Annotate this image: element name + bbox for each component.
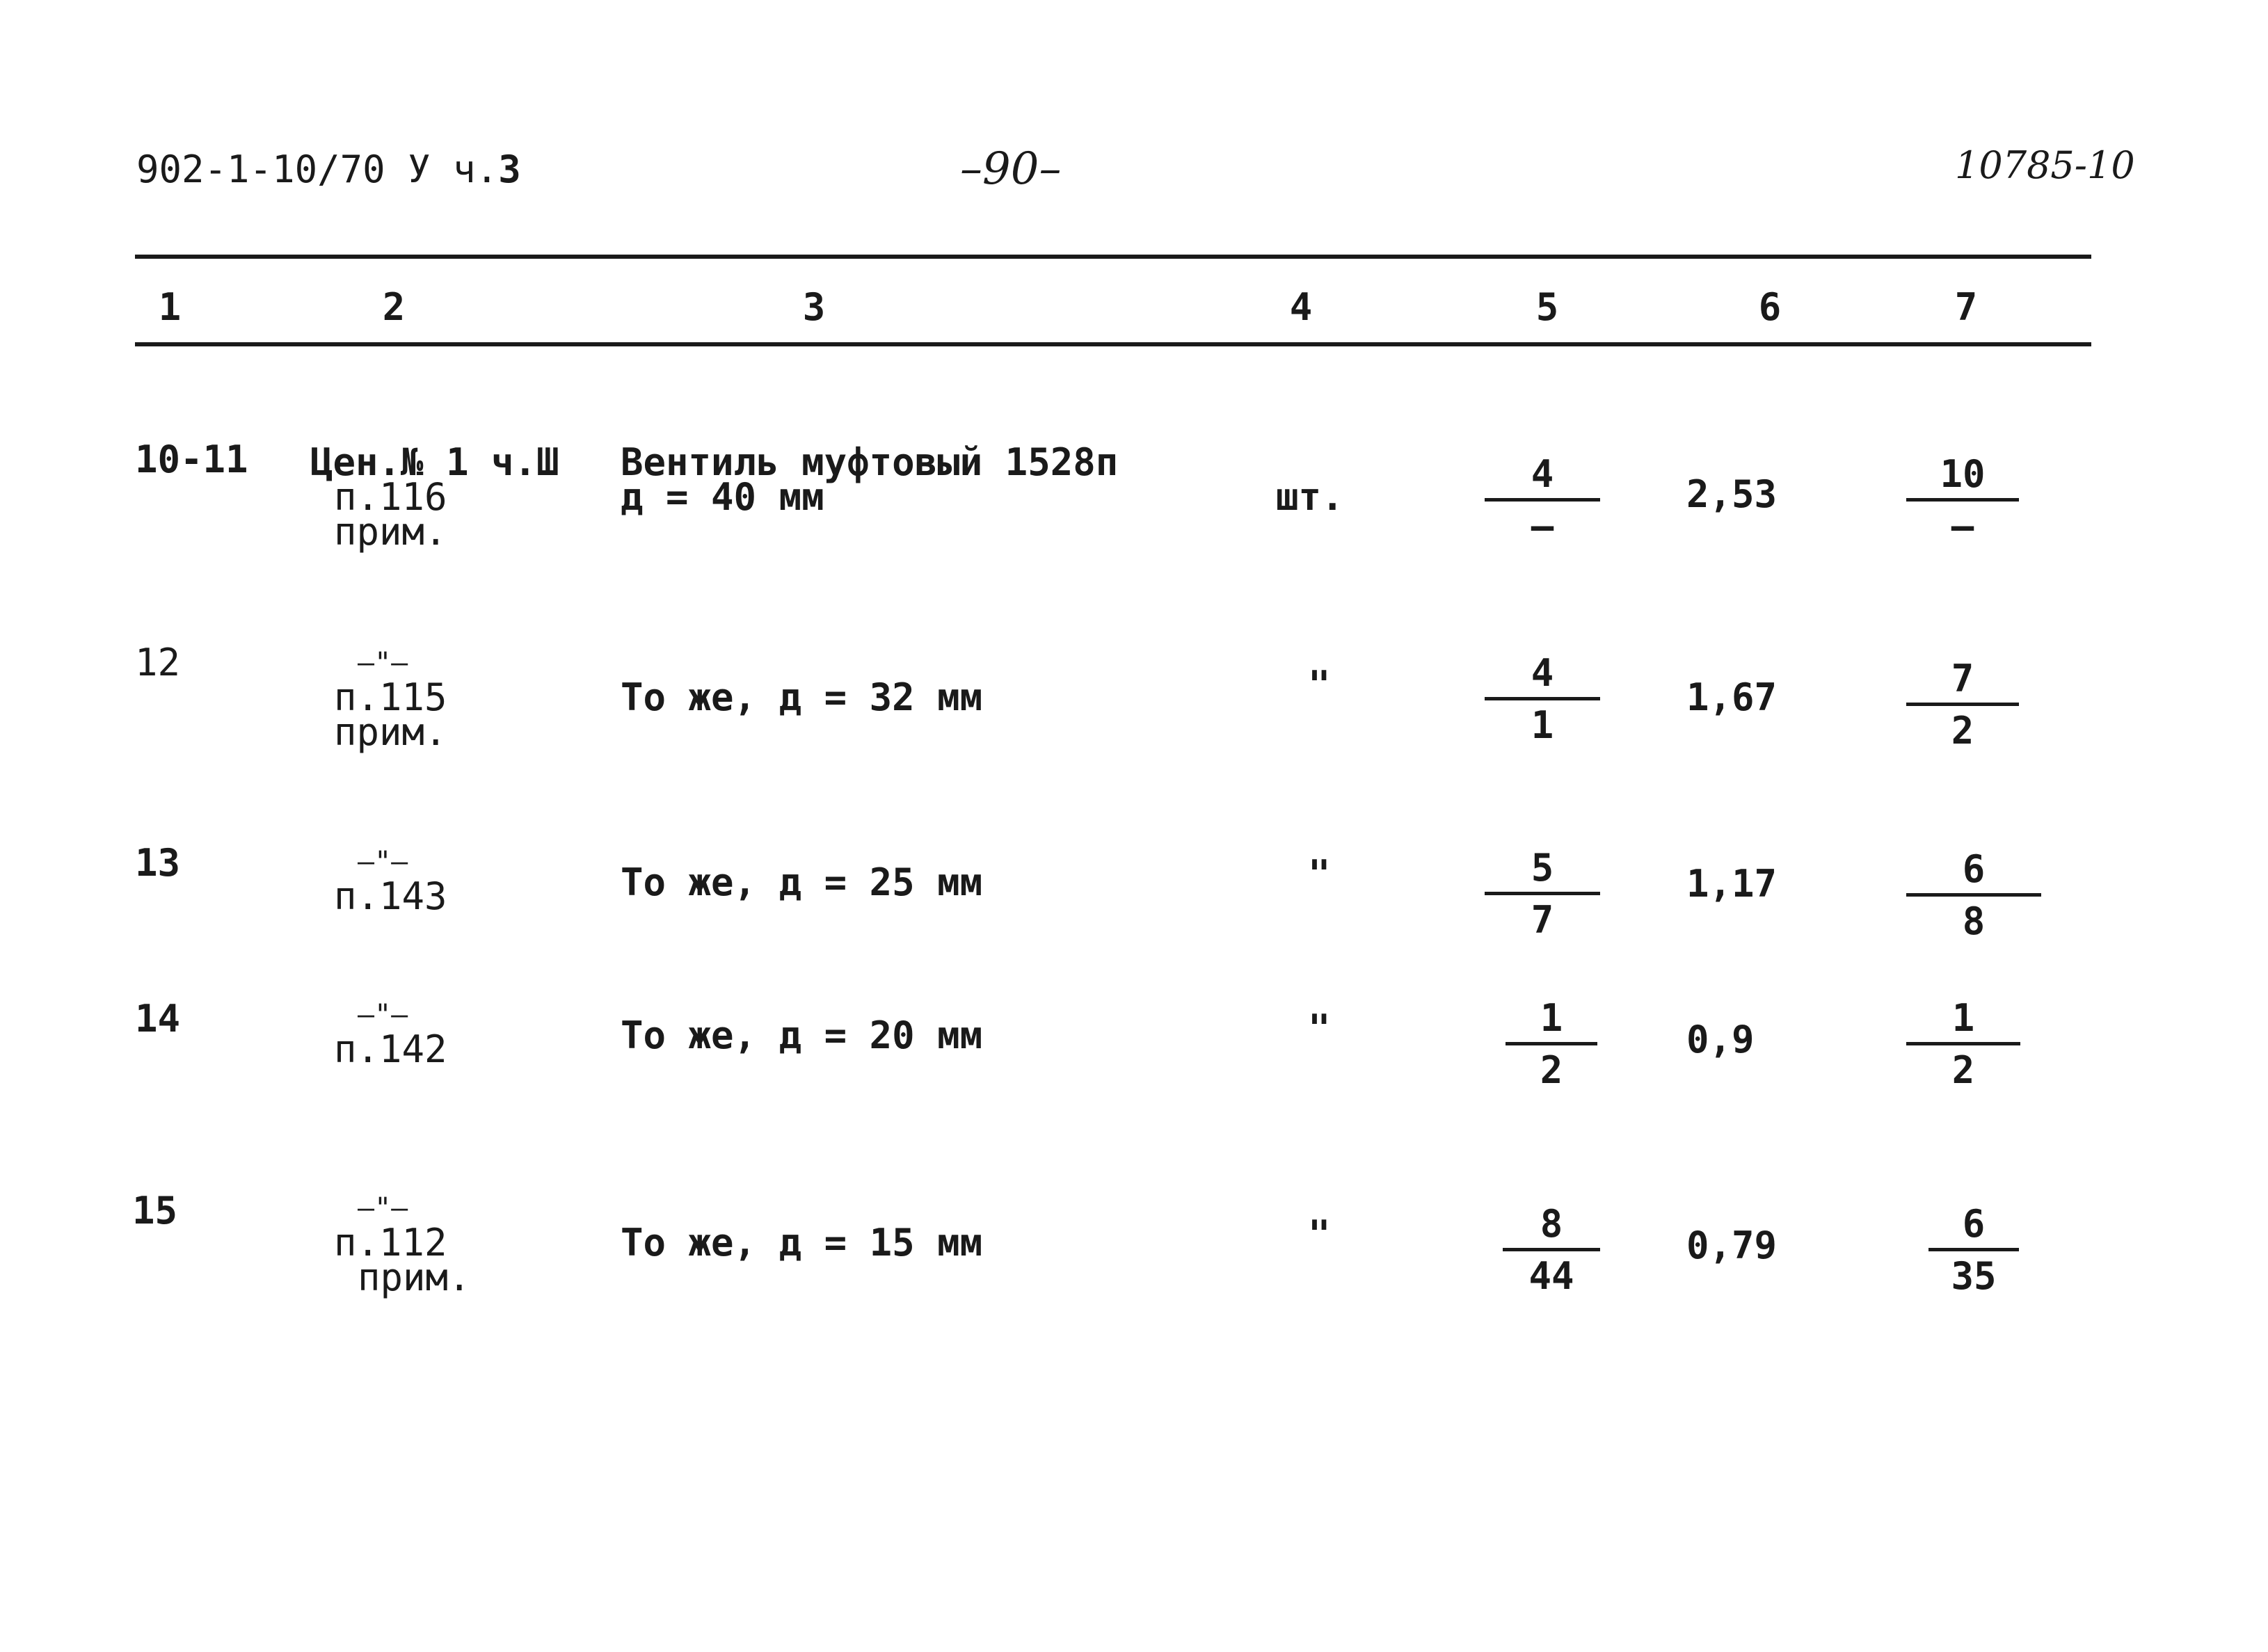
row-unit: " xyxy=(1308,852,1331,896)
row-number: 12 xyxy=(135,641,181,684)
quantity-fraction xyxy=(1485,454,1600,547)
fraction-denominator: – xyxy=(1531,504,1554,548)
unit-price: 2,53 xyxy=(1686,472,1778,516)
fraction-numerator: 5 xyxy=(1531,846,1554,890)
fraction-denominator: 2 xyxy=(1951,1048,1975,1092)
ditto-mark: –"– xyxy=(358,647,408,679)
description-line: Вентиль муфтовый 1528п xyxy=(621,440,1119,484)
document-code xyxy=(136,147,521,191)
quantity-fraction xyxy=(1485,652,1600,746)
cost-fraction xyxy=(1928,1203,2019,1297)
table-top-rule xyxy=(135,255,2091,259)
reference-line: Цен.№ 1 ч.Ш xyxy=(310,440,559,484)
row-description: То же, д = 32 мм xyxy=(621,675,983,719)
column-header-2: 2 xyxy=(382,285,406,329)
archive-number: 10785-10 xyxy=(1955,143,2135,187)
row-number: 13 xyxy=(135,841,181,885)
fraction-numerator: 7 xyxy=(1951,657,1974,700)
fraction-denominator: 2 xyxy=(1540,1048,1563,1092)
fraction-numerator: 4 xyxy=(1531,651,1554,695)
cost-fraction xyxy=(1906,454,2019,547)
quantity-fraction xyxy=(1503,1203,1600,1297)
reference-line: п.142 xyxy=(334,1027,447,1071)
column-header-1: 1 xyxy=(158,285,182,329)
fraction-numerator: 10 xyxy=(1940,452,1986,496)
fraction-numerator: 6 xyxy=(1962,847,1986,891)
row-description: То же, д = 20 мм xyxy=(621,1013,983,1057)
row-reference xyxy=(334,645,447,754)
reference-line: прим. xyxy=(334,510,447,554)
cost-fraction xyxy=(1906,997,2020,1091)
column-header-7: 7 xyxy=(1954,285,1978,329)
row-unit: " xyxy=(1308,1212,1331,1256)
fraction-bar xyxy=(1906,1042,2020,1045)
reference-line: прим. xyxy=(334,710,447,754)
column-header-5: 5 xyxy=(1535,285,1559,329)
doc-code: 902-1-10/70 xyxy=(136,147,385,191)
table-header-rule xyxy=(135,342,2091,346)
unit-price: 0,79 xyxy=(1686,1224,1778,1267)
row-number: 15 xyxy=(132,1189,178,1233)
fraction-bar xyxy=(1906,703,2019,706)
fraction-denominator: 8 xyxy=(1962,899,1986,943)
cost-fraction xyxy=(1906,658,2019,752)
reference-line: п.112 xyxy=(334,1221,447,1265)
fraction-bar xyxy=(1928,1248,2019,1251)
row-unit: шт. xyxy=(1276,475,1344,519)
quantity-fraction xyxy=(1506,997,1597,1091)
quantity-fraction xyxy=(1485,847,1600,941)
fraction-numerator: 4 xyxy=(1531,452,1554,496)
unit-price: 1,67 xyxy=(1686,675,1778,719)
fraction-bar xyxy=(1906,893,2041,897)
row-number: 10-11 xyxy=(135,438,248,481)
row-unit: " xyxy=(1308,1007,1331,1050)
reference-line: прим. xyxy=(358,1256,471,1299)
ditto-mark: –"– xyxy=(358,1192,408,1224)
fraction-numerator: 1 xyxy=(1951,996,1975,1040)
reference-line: п.115 xyxy=(334,675,447,719)
reference-line: п.116 xyxy=(334,475,447,519)
row-description: То же, д = 25 мм xyxy=(621,860,983,904)
row-reference xyxy=(310,440,559,554)
ditto-mark: –"– xyxy=(358,846,408,878)
ditto-mark: –"– xyxy=(358,999,408,1031)
fraction-bar xyxy=(1506,1042,1597,1045)
row-description: То же, д = 15 мм xyxy=(621,1221,983,1265)
row-description xyxy=(621,440,1119,519)
fraction-bar xyxy=(1485,498,1600,502)
row-reference xyxy=(334,997,447,1071)
unit-price: 0,9 xyxy=(1686,1018,1755,1061)
row-reference xyxy=(334,844,447,918)
fraction-denominator: 7 xyxy=(1531,898,1554,942)
description-line: д = 40 мм xyxy=(621,475,824,519)
unit-price: 1,17 xyxy=(1686,862,1778,906)
column-header-3: 3 xyxy=(802,285,826,329)
doc-part-number: 3 xyxy=(498,147,521,191)
cost-fraction xyxy=(1906,849,2041,943)
fraction-bar xyxy=(1485,892,1600,895)
column-header-6: 6 xyxy=(1758,285,1782,329)
fraction-numerator: 1 xyxy=(1540,996,1563,1040)
row-unit: " xyxy=(1308,663,1331,707)
fraction-bar xyxy=(1503,1248,1600,1251)
fraction-denominator: 1 xyxy=(1531,703,1554,747)
reference-line: п.143 xyxy=(334,874,447,918)
fraction-numerator: 8 xyxy=(1540,1202,1563,1246)
fraction-denominator: 2 xyxy=(1951,709,1974,753)
fraction-numerator: 6 xyxy=(1962,1202,1986,1246)
row-reference xyxy=(334,1191,471,1299)
column-header-4: 4 xyxy=(1289,285,1313,329)
page-number: –90– xyxy=(960,143,1062,195)
fraction-bar xyxy=(1485,697,1600,700)
doc-part-prefix: У ч. xyxy=(408,147,499,191)
fraction-denominator: – xyxy=(1951,504,1974,548)
fraction-denominator: 35 xyxy=(1951,1254,1997,1298)
fraction-bar xyxy=(1906,498,2019,502)
row-number: 14 xyxy=(135,997,181,1041)
fraction-denominator: 44 xyxy=(1528,1254,1574,1298)
